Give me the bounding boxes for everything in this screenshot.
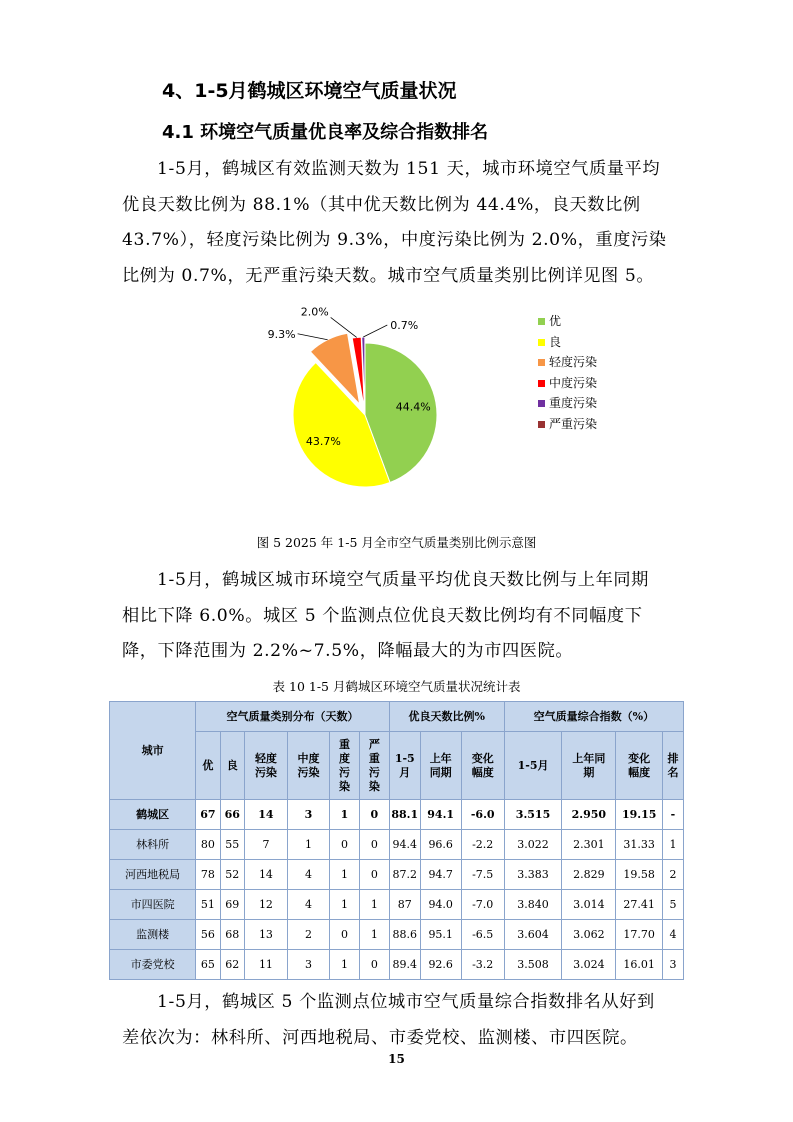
table-cell: 62 — [220, 950, 244, 980]
table-cell: 19.15 — [616, 800, 662, 830]
legend-label: 轻度污染 — [549, 355, 598, 369]
column-header: 优 — [196, 732, 220, 800]
legend-item — [538, 394, 597, 411]
table-cell: 66 — [220, 800, 244, 830]
group-header: 优良天数比例% — [389, 702, 504, 732]
table-cell: 0 — [359, 800, 389, 830]
table-cell: 3 — [288, 950, 330, 980]
legend-label: 严重污染 — [549, 416, 598, 431]
table-cell: 1 — [330, 800, 360, 830]
legend-swatch — [538, 359, 545, 366]
table-cell: 19.58 — [616, 860, 662, 890]
table-cell: 2.950 — [562, 800, 616, 830]
legend-label: 重度污染 — [549, 396, 598, 410]
table-row — [110, 830, 684, 860]
table-cell: 88.1 — [389, 800, 420, 830]
table-cell: 65 — [196, 950, 220, 980]
table-cell: 0 — [359, 860, 389, 890]
table-row — [110, 800, 684, 830]
table-cell: 92.6 — [420, 950, 461, 980]
legend-swatch — [538, 318, 545, 325]
group-header: 空气质量综合指数（%） — [504, 702, 683, 732]
pie-data-label: 0.7% — [390, 319, 419, 333]
leader-line — [363, 325, 387, 337]
city-cell: 河西地税局 — [110, 860, 196, 890]
table-cell: 27.41 — [616, 890, 662, 920]
table-cell: 3.383 — [504, 860, 562, 890]
table-cell: 89.4 — [389, 950, 420, 980]
column-header: 重度污染 — [330, 732, 360, 800]
table-cell: 0 — [359, 950, 389, 980]
table-cell: 78 — [196, 860, 220, 890]
table-cell: 94.0 — [420, 890, 461, 920]
legend-swatch — [538, 339, 545, 346]
table-cell: 4 — [288, 860, 330, 890]
table-cell: 0 — [330, 830, 360, 860]
column-header: 上年同期 — [420, 732, 461, 800]
table-row — [110, 890, 684, 920]
table-cell: 3.840 — [504, 890, 562, 920]
table-cell: 4 — [662, 920, 683, 950]
table-cell: 3.014 — [562, 890, 616, 920]
table-cell: 87 — [389, 890, 420, 920]
column-header: 1-5月 — [389, 732, 420, 800]
column-header: 上年同期 — [562, 732, 616, 800]
table-cell: -6.0 — [461, 800, 504, 830]
legend-label: 中度污染 — [549, 375, 598, 390]
table-cell: -3.2 — [461, 950, 504, 980]
table-cell: -2.2 — [461, 830, 504, 860]
table-cell: 68 — [220, 920, 244, 950]
paragraph-1 — [122, 152, 682, 294]
table-cell: 56 — [196, 920, 220, 950]
column-header: 轻度污染 — [244, 732, 287, 800]
table-cell: 1 — [359, 890, 389, 920]
column-header: 中度污染 — [288, 732, 330, 800]
table-cell: 0 — [359, 830, 389, 860]
paragraph-line: 相比下降 6.0%。城区 5 个监测点位优良天数比例均有不同幅度下 — [122, 605, 643, 626]
table-cell: -6.5 — [461, 920, 504, 950]
city-cell: 监测楼 — [110, 920, 196, 950]
pie-data-label: 2.0% — [300, 305, 329, 319]
table-cell: - — [662, 800, 683, 830]
city-cell: 鹤城区 — [110, 800, 196, 830]
table-cell: 4 — [288, 890, 330, 920]
table-cell: 2.301 — [562, 830, 616, 860]
paragraph-line: 差依次为：林科所、河西地税局、市委党校、监测楼、市四医院。 — [122, 1027, 638, 1048]
table-row — [110, 920, 684, 950]
page-number: 15 — [388, 1052, 405, 1066]
table-cell: 96.6 — [420, 830, 461, 860]
section-heading: 4、1-5月鹤城区环境空气质量状况 — [162, 80, 457, 102]
table-cell: 69 — [220, 890, 244, 920]
legend-item — [538, 415, 597, 432]
table-cell: 55 — [220, 830, 244, 860]
table-cell: 80 — [196, 830, 220, 860]
table-cell: 67 — [196, 800, 220, 830]
city-cell: 林科所 — [110, 830, 196, 860]
table-cell: 3.508 — [504, 950, 562, 980]
city-header: 城市 — [110, 702, 196, 800]
table-cell: 2 — [662, 860, 683, 890]
table-cell: -7.5 — [461, 860, 504, 890]
table-cell: 11 — [244, 950, 287, 980]
paragraph-line: 1-5月，鹤城区 5 个监测点位城市空气质量综合指数排名从好到 — [157, 992, 655, 1012]
table-cell: 3 — [662, 950, 683, 980]
table-cell: 94.7 — [420, 860, 461, 890]
column-header: 排名 — [662, 732, 683, 800]
table-cell: 5 — [662, 890, 683, 920]
table-cell: -7.0 — [461, 890, 504, 920]
pie-data-label: 44.4% — [395, 400, 431, 414]
paragraph-line: 1-5月，鹤城区城市环境空气质量平均优良天数比例与上年同期 — [157, 570, 649, 590]
table-caption: 表 10 1-5 月鹤城区环境空气质量状况统计表 — [272, 679, 521, 694]
table-row — [110, 950, 684, 980]
column-header: 变化幅度 — [461, 732, 504, 800]
table-cell: 3.062 — [562, 920, 616, 950]
table-cell: 1 — [359, 920, 389, 950]
legend-swatch — [538, 421, 545, 428]
air-quality-table — [109, 701, 684, 980]
table-cell: 3.024 — [562, 950, 616, 980]
table-cell: 3.604 — [504, 920, 562, 950]
table-cell: 2 — [288, 920, 330, 950]
legend-item — [538, 374, 597, 391]
leader-line — [298, 334, 328, 340]
table-cell: 1 — [330, 860, 360, 890]
subsection-heading: 4.1 环境空气质量优良率及综合指数排名 — [162, 122, 489, 143]
paragraph-3 — [122, 985, 682, 1056]
table-cell: 1 — [330, 950, 360, 980]
table-cell: 52 — [220, 860, 244, 890]
group-header: 空气质量类别分布（天数） — [196, 702, 390, 732]
table-cell: 1 — [330, 890, 360, 920]
table-cell: 1 — [662, 830, 683, 860]
column-header: 1-5月 — [504, 732, 562, 800]
legend-swatch — [538, 380, 545, 387]
table-cell: 17.70 — [616, 920, 662, 950]
table-cell: 94.1 — [420, 800, 461, 830]
legend-label: 优 — [549, 314, 562, 328]
table-cell: 14 — [244, 800, 287, 830]
paragraph-line: 43.7%），轻度污染比例为 9.3%，中度污染比例为 2.0%，重度污染 — [122, 230, 667, 250]
paragraph-line: 1-5月，鹤城区有效监测天数为 151 天，城市环境空气质量平均 — [157, 159, 661, 179]
table-cell: 12 — [244, 890, 287, 920]
column-header: 变化幅度 — [616, 732, 662, 800]
table-cell: 14 — [244, 860, 287, 890]
paragraph-line: 比例为 0.7%，无严重污染天数。城市空气质量类别比例详见图 5。 — [122, 265, 655, 286]
paragraph-line: 降，下降范围为 2.2%~7.5%，降幅最大的为市四医院。 — [122, 641, 574, 661]
table-cell: 3 — [288, 800, 330, 830]
city-cell: 市四医院 — [110, 890, 196, 920]
legend-item — [538, 353, 597, 370]
table-cell: 1 — [288, 830, 330, 860]
figure-caption: 图 5 2025 年 1-5 月全市空气质量类别比例示意图 — [256, 535, 537, 550]
table-cell: 31.33 — [616, 830, 662, 860]
paragraph-2 — [122, 563, 682, 670]
table-cell: 3.515 — [504, 800, 562, 830]
legend-swatch — [538, 400, 545, 407]
table-cell: 51 — [196, 890, 220, 920]
table-cell: 3.022 — [504, 830, 562, 860]
table-cell: 0 — [330, 920, 360, 950]
table-cell: 13 — [244, 920, 287, 950]
city-cell: 市委党校 — [110, 950, 196, 980]
column-header: 良 — [220, 732, 244, 800]
pie-data-label: 43.7% — [305, 434, 341, 448]
table-row — [110, 860, 684, 890]
table-cell: 16.01 — [616, 950, 662, 980]
table-cell: 94.4 — [389, 830, 420, 860]
pie-data-label: 9.3% — [267, 327, 296, 341]
paragraph-line: 优良天数比例为 88.1%（其中优天数比例为 44.4%，良天数比例 — [122, 194, 641, 215]
legend-label: 良 — [549, 334, 562, 349]
table-cell: 95.1 — [420, 920, 461, 950]
pie-chart — [230, 300, 530, 510]
table-cell: 87.2 — [389, 860, 420, 890]
column-header: 严重污染 — [359, 732, 389, 800]
legend-item — [538, 333, 561, 350]
table-cell: 2.829 — [562, 860, 616, 890]
table-cell: 7 — [244, 830, 287, 860]
table-cell: 88.6 — [389, 920, 420, 950]
legend-item — [538, 312, 561, 329]
